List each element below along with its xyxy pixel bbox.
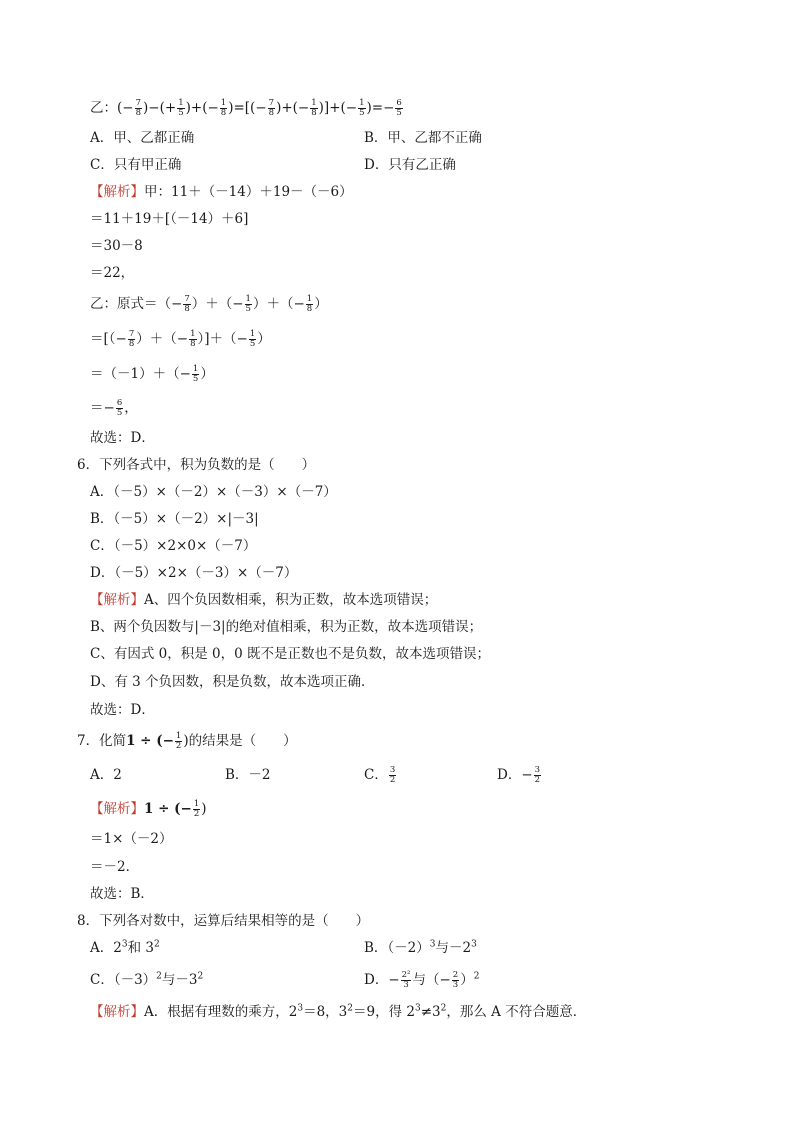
q7-stem: 7．化简1 ÷ (− $\frac{1}{2}$ )的结果是（ ）: [77, 731, 297, 751]
fraction: $\frac{\text{2²}}{3}$: [401, 970, 411, 990]
fraction: $\frac{6}{5}$: [116, 398, 123, 418]
q5-solution-line-7: ＝（－1）＋（− $\frac{1}{5}$ ）: [90, 364, 214, 384]
fraction: $\frac{1}{8}$: [311, 98, 317, 118]
q7-option-d: D．− $\frac{3}{2}$: [497, 765, 541, 785]
q8-solution-line-1: 【解析】A．根据有理数的乘方，$2^3=8$，$3^2=9$，得 $2^3\ne 3^2$，那么 A 不符合题意．: [90, 1003, 587, 1020]
q6-option-a: A．（－5）×（－2）×（－3）×（－7）: [90, 484, 337, 500]
q6-option-c: C．（－5）×2×0×（－7）: [90, 538, 257, 554]
q5-option-a: A．甲、乙都正确: [90, 130, 195, 146]
q8-stem: 8．下列各对数中，运算后结果相等的是（ ）: [77, 913, 370, 929]
fraction: $\frac{3}{2}$: [534, 765, 541, 785]
q6-answer: 故选：D．: [90, 702, 155, 718]
q5-option-d: D．只有乙正确: [364, 157, 456, 173]
q8-option-b: B．$(-2)^3$与$-2^3$: [364, 939, 477, 956]
fraction: $\frac{1}{5}$: [192, 364, 199, 384]
fraction: $\frac{1}{2}$: [193, 799, 200, 819]
q5-solution-line-2: ＝11＋19＋[（－14）＋6]: [90, 211, 249, 227]
q5-yi-expression: 乙：(− $\frac{7}{8}$ )−(+ $\frac{1}{5}$ )+(− $\frac{1}{8}$ )=[(− $\frac{7}{8}$ )+(− $\frac{1}{8}$ )]+(− $\frac{1}{5}$ )=− $\frac{6}{5}$: [90, 98, 402, 118]
q5-answer: 故选：D．: [90, 430, 155, 446]
fraction: $\frac{7}{8}$: [135, 98, 142, 118]
q7-answer: 故选：B．: [90, 886, 154, 902]
q8-option-c: C．$(-3)^2$与$-3^2$: [90, 971, 204, 988]
fraction: $\frac{7}{8}$: [184, 294, 190, 314]
fraction: $\frac{1}{5}$: [249, 329, 256, 349]
q6-solution-line-2: B、两个负因数与|－3|的绝对值相乘，积为正数，故本选项错误；: [90, 619, 483, 635]
q7-solution-line-3: ＝－2．: [90, 859, 140, 875]
solution-tag: 【解析】: [90, 1004, 144, 1020]
q7-solution-line-2: ＝1×（－2）: [90, 831, 173, 847]
q6-option-b: B．（－5）×（－2）×|－3|: [90, 511, 259, 527]
q5-solution-line-8: ＝− $\frac{6}{5}$ ，: [90, 398, 138, 418]
q5-option-b: B．甲、乙都不正确: [364, 130, 482, 146]
q7-solution-line-1: 【解析】1 ÷ (− $\frac{1}{2}$ ): [90, 799, 207, 819]
fraction: $\frac{1}{2}$: [175, 731, 182, 751]
fraction: $\frac{3}{2}$: [389, 765, 396, 785]
fraction: $\frac{1}{8}$: [220, 98, 227, 118]
q8-option-d: D．− $\frac{\text{2²}}{3}$ 与（− $\frac{2}{3}$ ）$^2$: [364, 970, 480, 990]
q6-stem: 6．下列各式中，积为负数的是（ ）: [77, 457, 316, 473]
q7-option-c: C． $\frac{3}{2}$: [364, 765, 396, 785]
fraction: $\frac{1}{8}$: [306, 294, 313, 314]
fraction: $\frac{1}{5}$: [359, 98, 365, 118]
q6-solution-line-3: C、有因式 0，积是 0，0 既不是正数也不是负数，故本选项错误；: [90, 646, 490, 662]
fraction: $\frac{1}{5}$: [245, 294, 251, 314]
q8-option-a: A．$2^3$和 $3^2$: [90, 939, 160, 956]
solution-tag: 【解析】: [90, 184, 144, 200]
fraction: $\frac{7}{8}$: [128, 329, 135, 349]
q5-solution-line-3: ＝30－8: [90, 238, 143, 254]
q5-solution-line-6: ＝[（− $\frac{7}{8}$ ）＋（− $\frac{1}{8}$ ）]＋（− $\frac{1}{5}$ ）: [90, 329, 271, 349]
fraction: $\frac{7}{8}$: [268, 98, 275, 118]
q6-solution-line-4: D、有 3 个负因数，积是负数，故本选项正确．: [90, 674, 375, 690]
q5-solution-line-4: ＝22，: [90, 265, 135, 281]
q7-option-b: B．－2: [225, 767, 271, 783]
fraction: $\frac{2}{3}$: [452, 970, 459, 990]
solution-tag: 【解析】: [90, 592, 144, 608]
q7-option-a: A．2: [90, 767, 122, 783]
fraction: $\frac{1}{8}$: [190, 329, 196, 349]
q5-solution-line-1: 【解析】甲：11＋（－14）＋19－（－6）: [90, 184, 353, 200]
q6-solution-line-1: 【解析】A、四个负因数相乘，积为正数，故本选项错误；: [90, 592, 438, 608]
fraction: $\frac{1}{5}$: [178, 98, 184, 118]
q6-option-d: D．（－5）×2×（－3）×（－7）: [90, 565, 298, 581]
fraction: $\frac{6}{5}$: [396, 98, 402, 118]
solution-tag: 【解析】: [90, 801, 144, 817]
q5-solution-line-5: 乙：原式＝（− $\frac{7}{8}$ ）＋（− $\frac{1}{5}$ ）＋（− $\frac{1}{8}$ ）: [90, 294, 328, 314]
q5-option-c: C．只有甲正确: [90, 157, 182, 173]
